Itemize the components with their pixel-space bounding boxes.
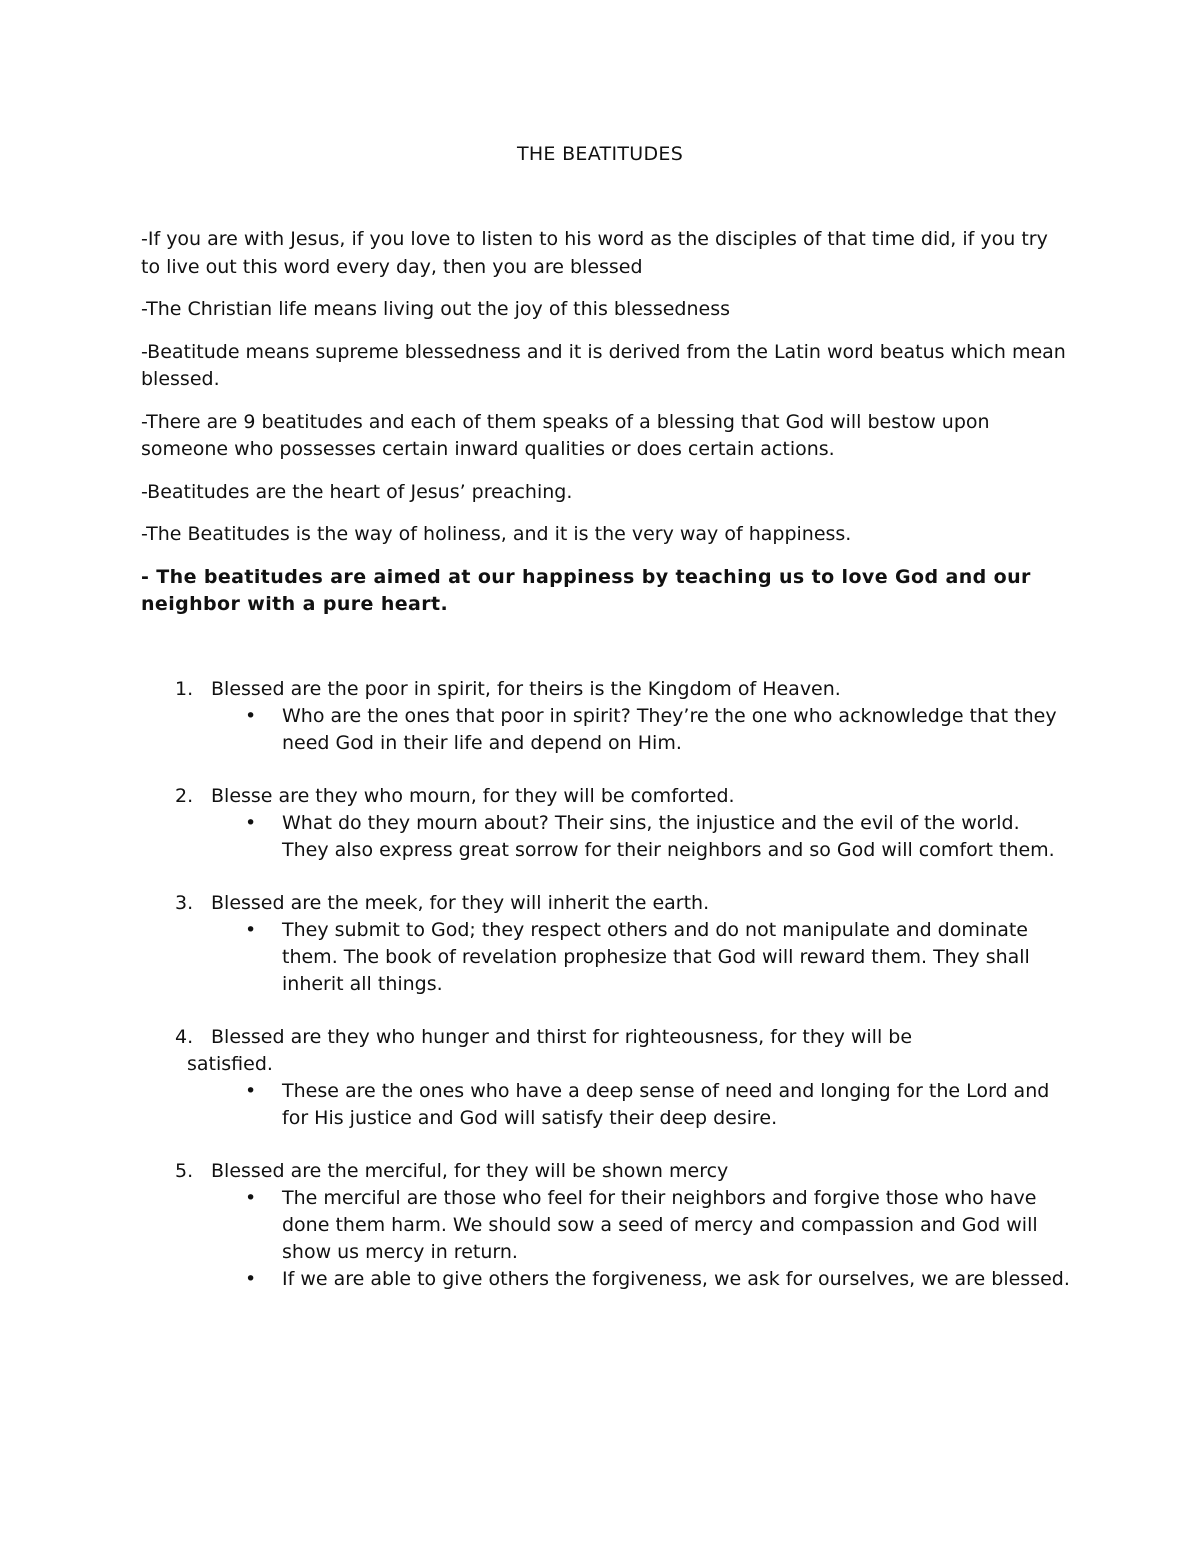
intro-paragraph: -If you are with Jesus, if you love to listen to his word as the disciples of that time did, if you try to live out this word every day, then you are blessed <box>141 228 1048 278</box>
note-text: They submit to God; they respect others and do not manipulate and dominate them. The book of revelation prophesize that God will reward them. They shall inherit all things. <box>282 919 1030 995</box>
bullet-note <box>141 703 1071 757</box>
intro-paragraph: -Beatitudes are the heart of Jesus’ preaching. <box>141 480 573 503</box>
document-title: THE BEATITUDES <box>516 143 684 165</box>
bullet-note <box>141 1266 1071 1293</box>
beatitude-heading <box>141 1024 1071 1078</box>
list-item <box>141 890 1071 998</box>
note-text: What do they mourn about? Their sins, the injustice and the evil of the world. They also express great sorrow for their neighbors and so God will comfort them. <box>282 812 1055 861</box>
bullet-icon: • <box>245 1080 257 1102</box>
beatitude-text: Blesse are they who mourn, for they will be comforted. <box>211 785 735 807</box>
list-item <box>141 1158 1071 1293</box>
beatitude-text: Blessed are they who hunger and thirst for righteousness, for they will be <box>211 1026 913 1048</box>
bullet-note <box>141 1185 1071 1266</box>
bullet-icon: • <box>245 705 257 727</box>
beatitude-heading <box>141 1158 1071 1185</box>
beatitude-text: Blessed are the merciful, for they will be shown mercy <box>211 1160 729 1182</box>
bullet-note <box>141 810 1071 864</box>
list-number: 2. <box>175 785 194 807</box>
beatitudes-list <box>141 676 1071 1319</box>
intro-paragraph: -There are 9 beatitudes and each of them speaks of a blessing that God will bestow upon someone who possesses certain inward qualities or does certain actions. <box>141 410 990 460</box>
note-text: Who are the ones that poor in spirit? They’re the one who acknowledge that they need God in their life and depend on Him. <box>282 705 1057 754</box>
beatitude-text: Blessed are the poor in spirit, for theirs is the Kingdom of Heaven. <box>211 678 841 700</box>
beatitude-text-continued: satisfied. <box>187 1053 273 1075</box>
note-text: The merciful are those who feel for their neighbors and forgive those who have done them harm. We should sow a seed of mercy and compassion and God will show us mercy in return. <box>282 1187 1038 1263</box>
bullet-icon: • <box>245 812 257 834</box>
list-number: 5. <box>175 1160 194 1182</box>
intro-paragraph: -Beatitude means supreme blessedness and it is derived from the Latin word beatus which mean blessed. <box>141 340 1066 390</box>
list-number: 1. <box>175 678 194 700</box>
list-item <box>141 1024 1071 1132</box>
bullet-icon: • <box>245 1187 257 1209</box>
beatitude-heading <box>141 676 1071 703</box>
list-number: 4. <box>175 1026 194 1048</box>
note-text: These are the ones who have a deep sense of need and longing for the Lord and for His justice and God will satisfy their deep desire. <box>282 1080 1050 1129</box>
list-number: 3. <box>175 892 194 914</box>
list-item <box>141 783 1071 864</box>
intro-section <box>141 226 1071 619</box>
bullet-note <box>141 917 1071 998</box>
bullet-icon: • <box>245 919 257 941</box>
emphasis-paragraph: - The beatitudes are aimed at our happiness by teaching us to love God and our neighbor with a pure heart. <box>141 565 1031 615</box>
intro-paragraph: -The Christian life means living out the joy of this blessedness <box>141 298 730 320</box>
bullet-note <box>141 1078 1071 1132</box>
beatitude-heading <box>141 783 1071 810</box>
intro-paragraph: -The Beatitudes is the way of holiness, and it is the very way of happiness. <box>141 523 852 545</box>
list-item <box>141 676 1071 757</box>
beatitude-heading <box>141 890 1071 917</box>
bullet-icon: • <box>245 1268 257 1290</box>
note-text: If we are able to give others the forgiveness, we ask for ourselves, we are blessed. <box>282 1268 1070 1290</box>
beatitude-text: Blessed are the meek, for they will inherit the earth. <box>211 892 710 914</box>
